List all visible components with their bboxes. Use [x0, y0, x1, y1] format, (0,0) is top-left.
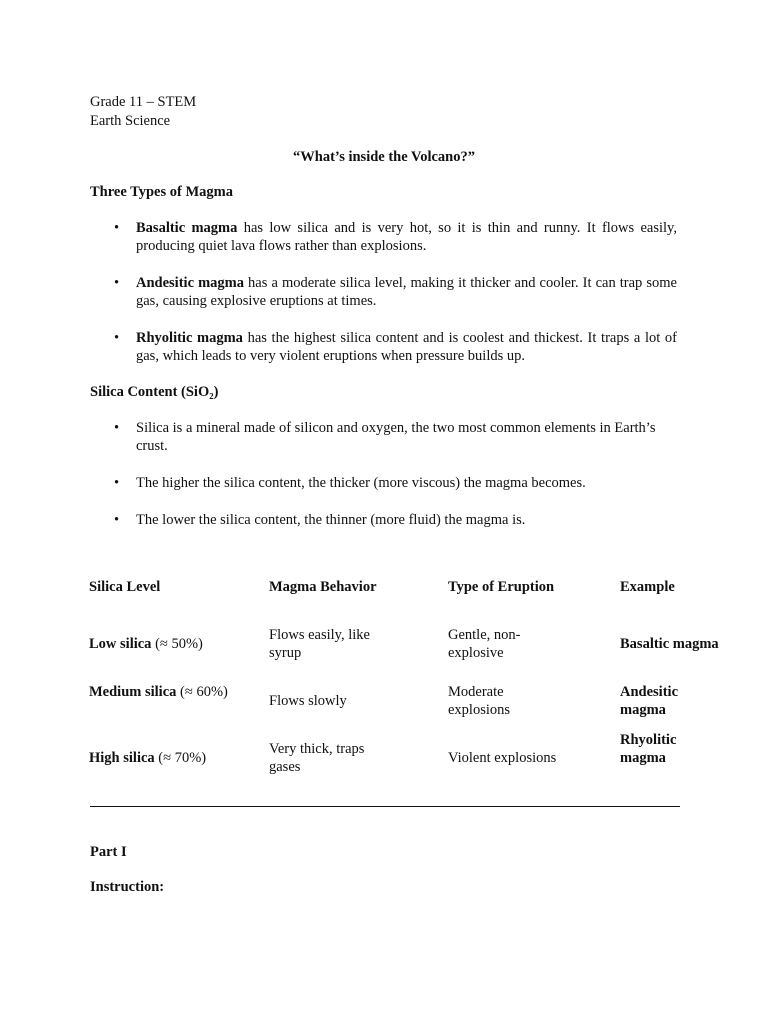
- magma-term: Andesitic magma: [136, 275, 244, 291]
- silica-level-value: (≈ 50%): [151, 636, 203, 652]
- table-cell-behavior: Flows slowly: [269, 693, 347, 709]
- part-heading: Part I: [90, 844, 127, 860]
- magma-types-heading: Three Types of Magma: [90, 184, 233, 200]
- magma-description: has the highest silica content and is coolest and thickest. It traps a lot of gas, which leads to very violent eruptions when pressure builds up.: [136, 330, 677, 364]
- bullet-marker: •: [114, 420, 120, 436]
- bullet-marker: •: [114, 220, 120, 236]
- subject-line: Earth Science: [90, 113, 171, 129]
- silica-item: Silica is a mineral made of silicon and oxygen, the two most common elements in Earth’s crust.: [136, 420, 656, 454]
- magma-term: Rhyolitic magma: [136, 330, 243, 346]
- table-cell-example: Andesitic magma: [620, 684, 678, 718]
- table-cell-silica-level: [89, 635, 239, 653]
- magma-description: has low silica and is very hot, so it is thin and runny. It flows easily, producing quiet lava flows rather than explosions.: [136, 220, 677, 254]
- silica-level-term: Low silica: [89, 636, 152, 652]
- silica-item: The higher the silica content, the thicker (more viscous) the magma becomes.: [136, 475, 586, 491]
- table-cell-silica-level: [89, 683, 229, 701]
- table-cell-example: Rhyolitic magma: [620, 732, 677, 766]
- magma-term: Basaltic magma: [136, 220, 238, 236]
- bullet-marker: •: [114, 512, 120, 528]
- table-header-magma-behavior: Magma Behavior: [269, 579, 377, 595]
- bullet-marker: •: [114, 475, 120, 491]
- grade-line: Grade 11 – STEM: [90, 94, 197, 110]
- horizontal-rule: [90, 806, 680, 807]
- bullet-marker: •: [114, 330, 120, 346]
- table-header-eruption-type: Type of Eruption: [448, 579, 555, 595]
- document-title: “What’s inside the Volcano?”: [293, 149, 475, 165]
- silica-level-term: Medium silica: [89, 684, 177, 700]
- bullet-marker: •: [114, 275, 120, 291]
- table-header-example: Example: [620, 579, 675, 595]
- table-header-silica-level: Silica Level: [89, 579, 161, 595]
- magma-item-rhyolitic: [136, 329, 677, 365]
- table-cell-eruption: Violent explosions: [448, 750, 557, 766]
- table-cell-behavior: Flows easily, like syrup: [269, 627, 370, 661]
- silica-level-value: (≈ 70%): [154, 750, 207, 766]
- magma-item-andesitic: [136, 274, 677, 310]
- table-cell-silica-level: [89, 749, 239, 767]
- table-cell-eruption: Gentle, non-explosive: [448, 627, 521, 661]
- magma-item-basaltic: [136, 219, 677, 255]
- silica-content-heading: Silica Content (SiO₂): [90, 384, 219, 400]
- silica-level-value: (≈ 60%): [176, 684, 228, 700]
- table-cell-behavior: Very thick, traps gases: [269, 741, 365, 775]
- magma-description: has a moderate silica level, making it thicker and cooler. It can trap some gas, causing explosive eruptions at times.: [136, 275, 677, 309]
- silica-item: The lower the silica content, the thinner (more fluid) the magma is.: [136, 512, 526, 528]
- table-cell-example: Basaltic magma: [620, 636, 719, 652]
- silica-level-term: High silica: [89, 750, 155, 766]
- instruction-label: Instruction:: [90, 879, 165, 895]
- table-cell-eruption: Moderate explosions: [448, 684, 511, 718]
